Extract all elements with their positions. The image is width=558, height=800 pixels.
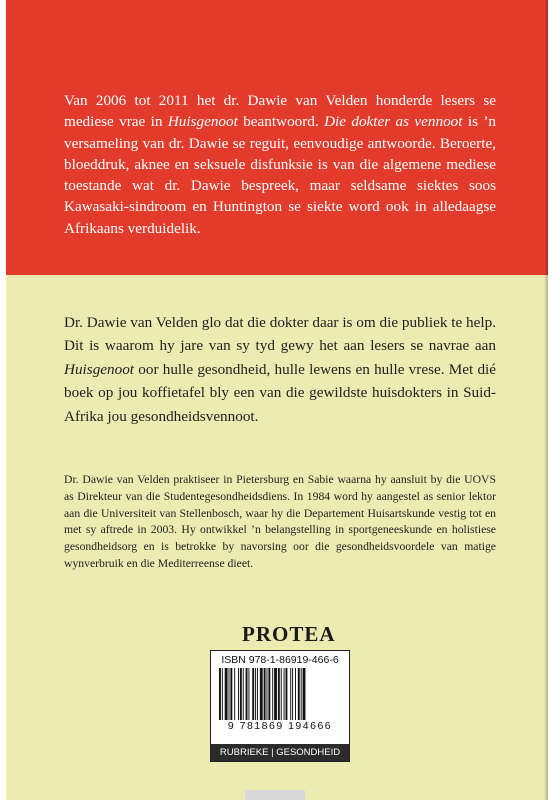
about-blurb	[64, 311, 496, 428]
author-bio: Dr. Dawie van Velden praktiseer in Pietersburg en Sabie waarna hy aansluit by die UOVS as Direkteur van die Studentegesondheidsdiens. In 1984 word hy aangestel as senior lektor aan die Universiteit van Stellenbosch, waar hy die Departement Huisartskunde vestig tot en met sy aftrede in 2003. Hy ontwikkel ’n belangstelling in sportgeneeskunde en holistiese gesondheidsorg en is betrokke by navorsing oor die gesondheidsvoordele van matige wynverbruik en die Mediterreense dieet.	[64, 473, 496, 570]
back-cover	[6, 0, 548, 800]
intro-text-3: is ’n versameling van dr. Dawie se reguit, eenvoudige antwoorde. Beroerte, bloeddruk, aknee en seksuele disfunksie is van die algemene mediese toestande wat dr. Dawie bespreek, maar seldsame siektes soos Kawasaki-sindroom en Huntington se siekte word ook in alledaagse Afrikaans verduidelik.	[64, 113, 496, 237]
category-label: RUBRIEKE | GESONDHEID	[211, 744, 349, 761]
barcode-panel	[210, 650, 350, 762]
intro-text-2: beantwoord.	[237, 113, 325, 131]
about-magazine-title: Huisgenoot	[64, 360, 135, 378]
barcode-icon	[217, 668, 343, 720]
isbn-label: ISBN 978-1-86919-466-6	[221, 654, 339, 666]
publisher-logo: PROTEA	[242, 622, 336, 646]
barcode-digits: 9 781869 194666	[227, 720, 333, 732]
about-text-1: Dr. Dawie van Velden glo dat die dokter daar is om die publiek te help. Dit is waarom hy jare van sy tyd gewy het aan lesers se navrae aan	[64, 314, 496, 355]
binder-clip	[245, 790, 305, 800]
page-edge-shadow	[544, 0, 548, 800]
intro-magazine-title: Huisgenoot	[167, 113, 238, 131]
red-panel	[6, 0, 548, 275]
about-text-2: oor hulle gesondheid, hulle lewens en hulle vrese. Met dié boek op jou koffietafel bly een van die gewildste huisdokters in Suid-Afrika jou gesondheidsvennoot.	[64, 360, 496, 425]
intro-text-1: Van 2006 tot 2011 het dr. Dawie van Velden honderde lesers se mediese vrae in	[64, 92, 496, 131]
intro-blurb	[64, 90, 496, 239]
intro-book-title: Die dokter as vennoot	[324, 113, 463, 131]
